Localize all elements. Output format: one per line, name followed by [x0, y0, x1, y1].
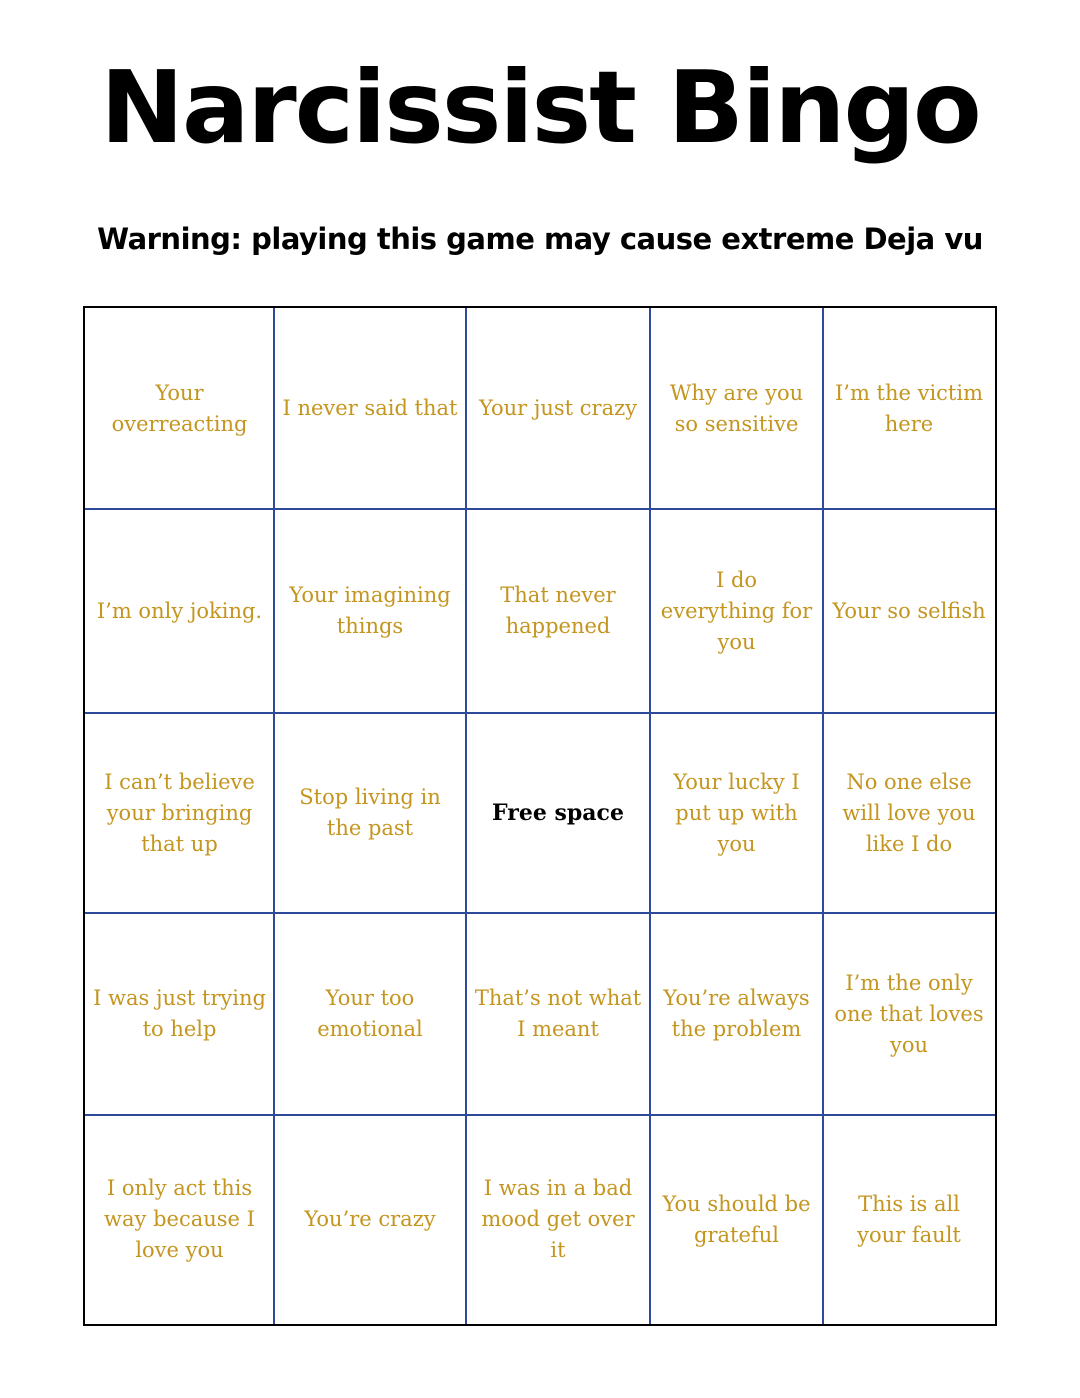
- bingo-cell[interactable]: No one else will love you like I do: [842, 769, 976, 856]
- bingo-board: [83, 306, 997, 1326]
- bingo-cell[interactable]: Stop living in the past: [299, 785, 441, 840]
- bingo-cell[interactable]: You’re crazy: [304, 1207, 436, 1231]
- bingo-cell[interactable]: I can’t believe your bringing that up: [104, 769, 255, 856]
- bingo-cell[interactable]: You’re always the problem: [663, 986, 810, 1041]
- bingo-cell[interactable]: Your too emotional: [317, 986, 423, 1041]
- warning-subtitle: Warning: playing this game may cause extreme Deja vu: [97, 222, 983, 256]
- bingo-cell[interactable]: Your imagining things: [289, 583, 451, 638]
- free-space-cell[interactable]: Free space: [492, 799, 624, 826]
- bingo-cell[interactable]: I only act this way because I love you: [104, 1176, 255, 1262]
- bingo-cell[interactable]: I was in a bad mood get over it: [481, 1176, 635, 1262]
- page-title: Narcissist Bingo: [100, 49, 980, 166]
- bingo-cell[interactable]: Your overreacting: [111, 380, 248, 436]
- bingo-cell[interactable]: I’m the victim here: [834, 380, 984, 436]
- bingo-cell[interactable]: You should be grateful: [662, 1191, 811, 1247]
- bingo-cell[interactable]: I’m only joking.: [96, 598, 263, 623]
- bingo-cell[interactable]: I never said that: [282, 396, 458, 420]
- bingo-cell[interactable]: That never happened: [500, 583, 616, 638]
- bingo-cell[interactable]: Why are you so sensitive: [669, 380, 804, 436]
- bingo-cell[interactable]: Your lucky I put up with you: [673, 769, 800, 856]
- bingo-cell[interactable]: Your just crazy: [478, 396, 638, 420]
- bingo-cell[interactable]: I do everything for you: [660, 567, 813, 654]
- bingo-cell[interactable]: Your so selfish: [832, 598, 986, 623]
- bingo-cell[interactable]: I was just trying to help: [93, 986, 266, 1041]
- bingo-cell[interactable]: This is all your fault: [857, 1191, 961, 1247]
- bingo-cell[interactable]: That’s not what I meant: [474, 986, 642, 1041]
- bingo-cell[interactable]: I’m the only one that loves you: [834, 970, 984, 1057]
